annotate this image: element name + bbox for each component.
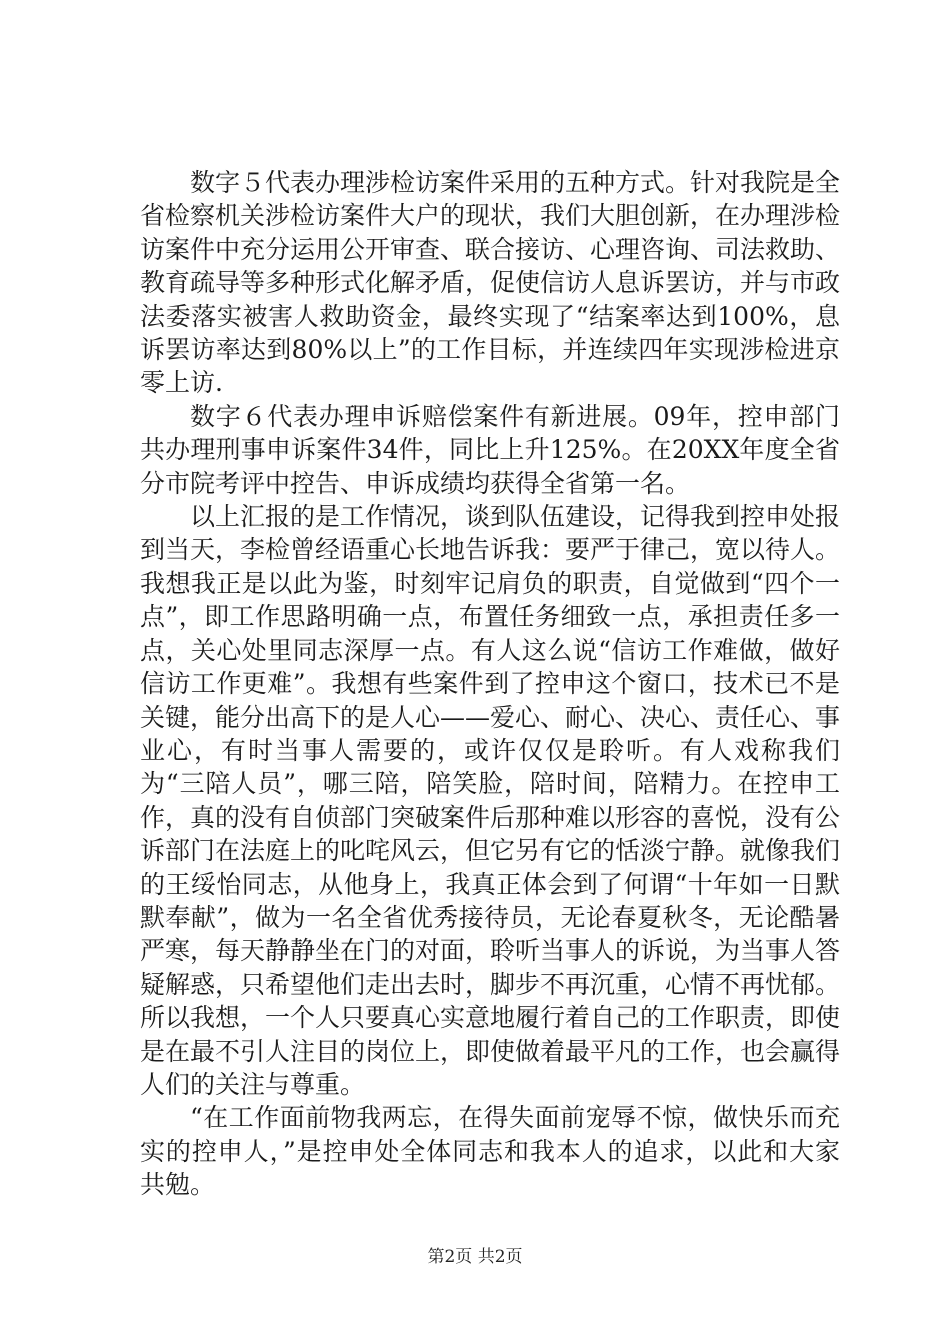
paragraph-number-five: 数字５代表办理涉检访案件采用的五种方式。针对我院是全省检察机关涉检访案件大户的现状，我们大胆创新，在办理涉检访案件中充分运用公开审查、联合接访、心理咨询、司法救助、教育疏导等多种形式化解矛盾，促使信访人息诉罢访，并与市政法委落实被害人救助资金，最终实现了“结案率达到100%，息诉罢访率达到80%以上”的工作目标，并连续四年实现涉检进京零上访. — [140, 168, 841, 398]
page-footer: 第2页 共2页 — [427, 1247, 523, 1267]
paragraph-number-six: 数字６代表办理申诉赔偿案件有新进展。09年，控申部门共办理刑事申诉案件34件，同比上升125%。在20XX年度全省分市院考评中控告、申诉成绩均获得全省第一名。 — [140, 401, 840, 498]
paragraph-closing: “在工作面前物我两忘，在得失面前宠辱不惊，做快乐而充实的控申人，”是控申处全体同志和我本人的追求，以此和大家共勉。 — [140, 1103, 840, 1200]
document-body — [140, 166, 840, 1202]
paragraph-team-building: 以上汇报的是工作情况，谈到队伍建设，记得我到控申处报到当天，李检曾经语重心长地告诉我：要严于律己，宽以待人。我想我正是以此为鉴，时刻牢记肩负的职责，自觉做到“四个一点”，即工作思路明确一点，布置任务细致一点，承担责任多一点，关心处里同志深厚一点。有人这么说“信访工作难做，做好信访工作更难”。我想有些案件到了控申这个窗口，技术已不是关键，能分出高下的是人心——爱心、耐心、决心、责任心、事业心，有时当事人需要的，或许仅仅是聆听。有人戏称我们为“三陪人员”，哪三陪，陪笑脸，陪时间，陪精力。在控申工作，真的没有自侦部门突破案件后那种难以形容的喜悦，没有公诉部门在法庭上的叱咤风云，但它另有它的恬淡宁静。就像我们的王绥怡同志，从他身上，我真正体会到了何谓“十年如一日默默奉献”，做为一名全省优秀接待员，无论春夏秋冬，无论酷暑严寒，每天静静坐在门的对面，聆听当事人的诉说，为当事人答疑解惑，只希望他们走出去时，脚步不再沉重，心情不再忧郁。所以我想，一个人只要真心实意地履行着自己的工作职责，即使是在最不引人注目的岗位上，即使做着最平凡的工作，也会赢得人们的关注与尊重。 — [140, 502, 841, 1099]
